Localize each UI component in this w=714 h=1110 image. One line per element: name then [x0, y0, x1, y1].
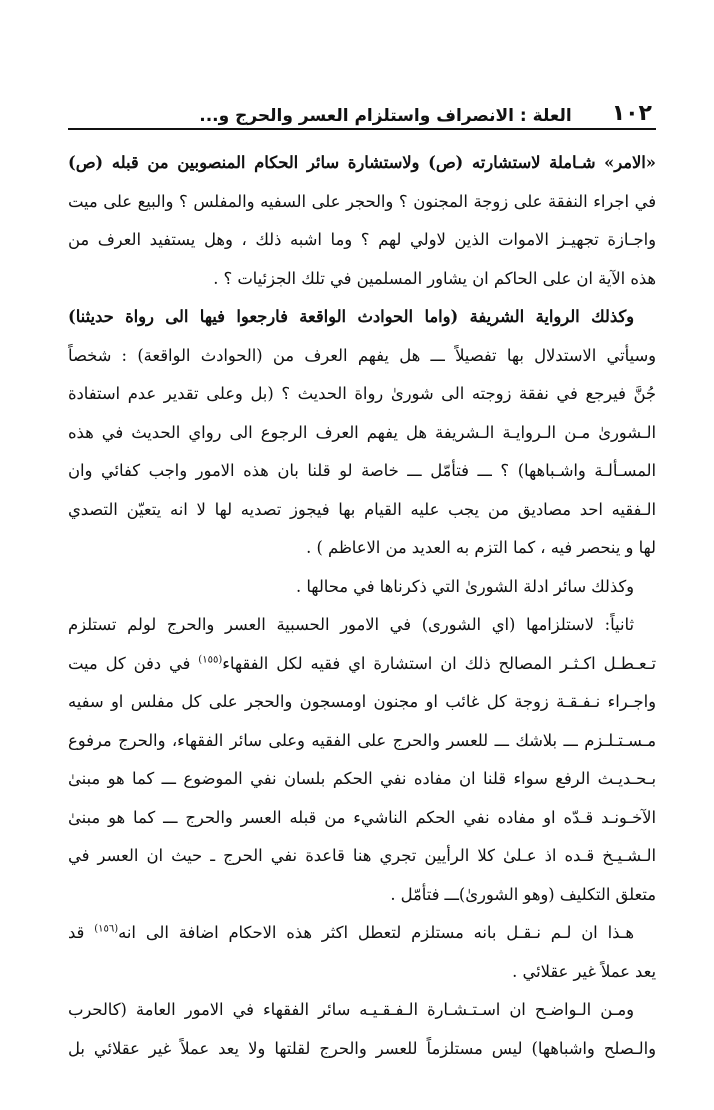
- text-line: الـشـيـخ قـده اذ عـلىٰ كلا الرأيين تجري هنا قاعدة نفي الحرج ـ حيث ان العسر في: [68, 846, 656, 865]
- text-line: يعد عملاً غير عقلائي .: [512, 961, 656, 981]
- body-text: [68, 144, 656, 1068]
- text-line: وكذلك الرواية الشريفة (واما الحوادث الواقعة فارجعوا فيها الى رواة حديثنا): [68, 307, 634, 326]
- footnote-ref: (١٥٥): [198, 654, 223, 666]
- text-line: واجـازة تجهيـز الاموات الذين لاولي لهم ؟ وما اشبه ذلك ، وهل يستفيد العرف من: [68, 230, 656, 249]
- text-line: «الامر» شـاملة لاستشارته (ص) ولاستشارة سائر الحكام المنصوبين من قبله (ص): [68, 153, 656, 172]
- text-line: هذه الآية ان على الحاكم ان يشاور المسلمين في تلك الجزئيات ؟ .: [213, 268, 656, 288]
- running-title: العلة : الانصراف واستلزام العسر والحرج و...: [199, 106, 572, 126]
- text-segment: في دفن كل ميت: [68, 653, 191, 673]
- footnote-ref: (١٥٦): [94, 923, 119, 935]
- text-line: واجـراء نـفـقـة زوجة كل غائب او مجنون اومسجون والحجر على كل مفلس او سفيه: [68, 692, 656, 711]
- text-line: بـحـديـث الرفع سواء قلنا ان مفاده نفي الحكم بلسان نفي الموضوع ـــ كما هو مبنىٰ: [68, 769, 656, 788]
- text-line: الـفقيه احد مصاديق من يجب عليه القيام بها فيجوز تصديه لها لا انه يتعيّن التصدي: [68, 499, 656, 519]
- page-header: [68, 92, 656, 130]
- text-line: متعلق التكليف (وهو الشورىٰ)ـــ فتأمّل .: [390, 884, 656, 904]
- text-line: وسيأتي الاستدلال بها تفصيلاً ـــ هل يفهم العرف من (الحوادث الواقعة) : شخصاً: [68, 345, 656, 365]
- text-line: ثانياً: لاستلزامها (اي الشورى) في الامور الحسبية العسر والحرج لولم تستلزم: [68, 615, 634, 634]
- text-line: المسـألـة واشـباهها) ؟ ـــ فتأمّل ـــ خاصة لو قلنا بان هذه الامور واجب كفائي وان: [68, 461, 656, 480]
- text-line: لها و ينحصر فيه ، كما التزم به العديد من الاعاظم ) .: [306, 538, 656, 557]
- text-line-with-footnote: [68, 914, 656, 953]
- text-line: ومـن الـواضـح ان اسـتـشـارة الـفـقـيـه سائر الفقهاء في الامور العامة (كالحرب: [68, 1000, 634, 1019]
- document-page: [68, 92, 656, 1068]
- text-segment: هـذا ان لـم نـقـل بانه مستلزم لتعطل اكثر هذه الاحكام اضافة الى انه: [118, 923, 634, 942]
- text-line-with-footnote: [68, 645, 656, 684]
- text-line: وكذلك سائر ادلة الشورىٰ التي ذكرناها في محالها .: [296, 576, 634, 596]
- text-segment: قد: [68, 923, 85, 942]
- text-line: مـسـتـلـزم ـــ بلاشك ـــ للعسر والحرج على الفقيه وعلى سائر الفقهاء، والحرج مرفوع: [68, 730, 656, 750]
- text-line: جُنَّ فيرجع في نفقة زوجته الى شورىٰ رواة الحديث ؟ (بل وعلى تقدير عدم استفادة: [68, 384, 656, 403]
- text-line: الآخـونـد قـدّه او مفاده نفي الحكم الناشيء من قبله العسر والحرج ـــ كما هو مبنىٰ: [68, 807, 656, 827]
- text-line: والـصلح واشباهها) ليس مستلزماً للعسر والحرج لقلتها ولا يعد عملاً غير عقلائي بل: [68, 1038, 656, 1058]
- page-number: ١٠٢: [611, 101, 652, 126]
- text-line: في اجراء النفقة على زوجة المجنون ؟ والحجر على السفيه والمفلس ؟ والبيع على ميت: [68, 191, 656, 211]
- text-line: الـشورىٰ مـن الـروايـة الـشريفة هل يفهم العرف الرجوع الى رواي الحديث في هذه: [68, 422, 656, 442]
- text-segment: تـعـطـل اكـثـر المصالح ذلك ان استشارة اي فقيه لكل الفقهاء: [222, 653, 656, 673]
